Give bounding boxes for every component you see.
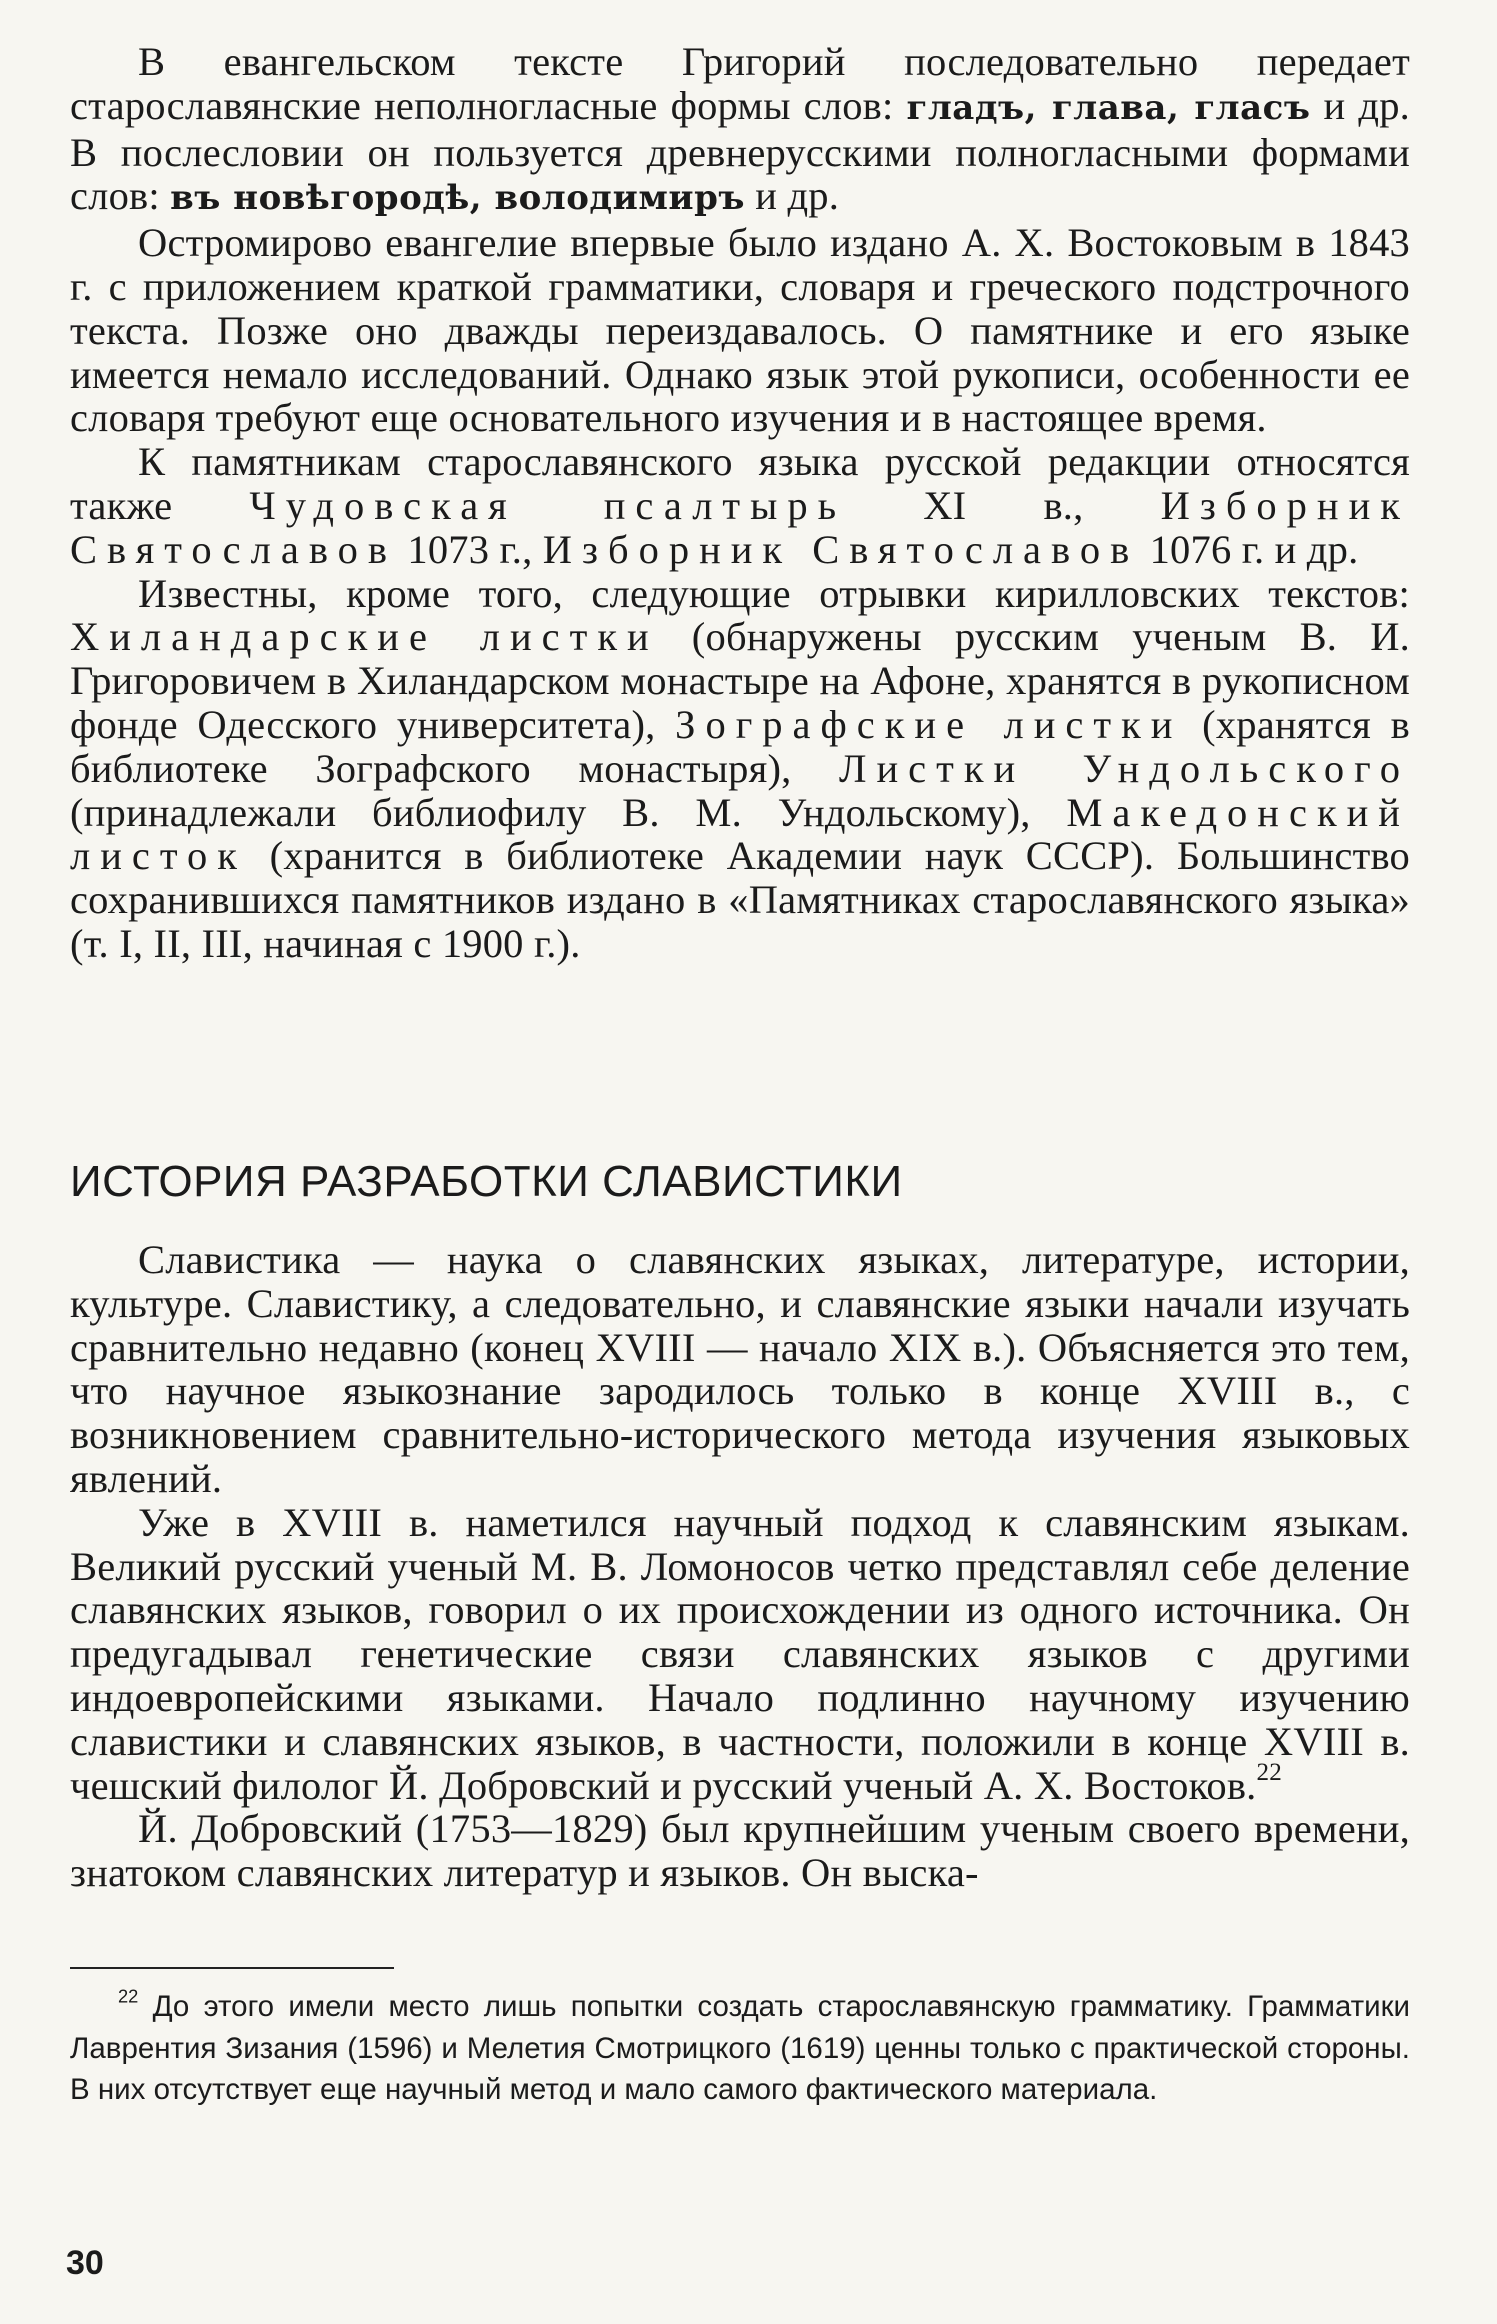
footnote-reference: 22 (1256, 1758, 1283, 1786)
emphasis-undolsky-leaves: Листки Ундольского (839, 745, 1410, 791)
old-slavonic-words: гладъ, глава, гласъ (906, 87, 1311, 128)
emphasis-macedonian-leaf: Македонский листок (70, 789, 1410, 879)
footnote (70, 1986, 1410, 2111)
paragraph-cyrillic-fragments: Известны, кроме того, следующие отрывки кирилловских текстов: Хиландарские листки (обнаружены русским ученым В. И. Григоровичем в Хиландарском монастыре на Афоне, хранятся в рукописном фонде Одесского университета), Зографские листки (хранятся в библиотеке Зографского монастыря), Листки Ундольского (принадлежали библиофилу В. М. Ундольскому), Македонский листок (хранится в библиотеке Академии наук СССР). Большинство сохранившихся памятников издано в «Памятниках старославянского языка» (т. I, II, III, начиная с 1900 г.). (70, 570, 1410, 966)
old-russian-words: въ новѣгородѣ, володимиръ (170, 178, 745, 219)
emphasis-zograf-leaves: Зографские листки (675, 701, 1183, 747)
emphasis-chudov-psalter: Чудовская псалтырь (249, 482, 847, 528)
section-heading: ИСТОРИЯ РАЗРАБОТКИ СЛАВИСТИКИ (70, 1157, 903, 1206)
footnote-text: До этого имели место лишь попытки создать старославянскую грамматику. Грамматики Лаврентия Зизания (1596) и Мелетия Смотрицкого (1619) ценны только с практической стороны. В них отсутствует еще научный метод и мало самого фактического материала. (70, 1990, 1411, 2106)
emphasis-hilandar-leaves: Хиландарские листки (70, 614, 659, 660)
body-text-top (70, 40, 1410, 966)
paragraph-lomonosov: Уже в XVIII в. наметился научный подход к славянским языкам. Великий русский ученый М. В. Ломоносов четко представлял себе деление славянских языков, говорил о их происхождении из одного источника. Он предугадывал генетические связи славянских языков с другими индоевропейскими языками. Начало подлинно научному изучению славистики и славянских языков, в частности, положили в конце XVIII в. чешский филолог Й. Добровский и русский ученый А. Х. Востоков.$^{22}$ (70, 1499, 1410, 1808)
emphasis-izbornik-1073: Изборник Святославов (70, 482, 1410, 572)
paragraph-slavistics-definition: Славистика — наука о славянских языках, литературе, истории, культуре. Славистику, а следовательно, и славянские языки начали изучать сравнительно недавно (конец XVIII — начало XIX в.). Объясняется это тем, что научное языкознание зародилось только в конце XVIII в., с возникновением сравнительно-исторического метода изучения языковых явлений. (70, 1237, 1410, 1501)
paragraph-ostromir-edition: Остромирово евангелие впервые было издано А. Х. Востоковым в 1843 г. с приложением краткой грамматики, словаря и греческого подстрочного текста. Позже оно дважды переиздавалось. О памятнике и его языке имеется немало исследований. Однако язык этой рукописи, особенности ее словаря требуют еще основательного изучения и в настоящее время. (70, 220, 1410, 441)
paragraph-dobrovsky: Й. Добровский (1753—1829) был крупнейшим ученым своего времени, знатоком славянских литератур и языков. Он выска- (70, 1806, 1410, 1896)
body-text-bottom (70, 1238, 1410, 1895)
page-number: 30 (66, 2244, 104, 2282)
footnote-number: 22 (118, 1985, 139, 2007)
emphasis-izbornik-1076: Изборник Святославов (542, 526, 1140, 572)
footnote-divider (70, 1967, 394, 1969)
paragraph-russian-recension: К памятникам старославянского языка русской редакции относятся также Чудовская псалтырь XI в., Изборник Святославов 1073 г., Изборник Святославов 1076 г. и др. (70, 439, 1410, 572)
paragraph-gregory-forms: В евангельском тексте Григорий последовательно передает старославянские неполногласные формы слов: гладъ, глава, гласъ и др. В послесловии он пользуется древнерусскими полногласными формами слов: въ новѣгородѣ, володимиръ и др. (70, 39, 1410, 219)
